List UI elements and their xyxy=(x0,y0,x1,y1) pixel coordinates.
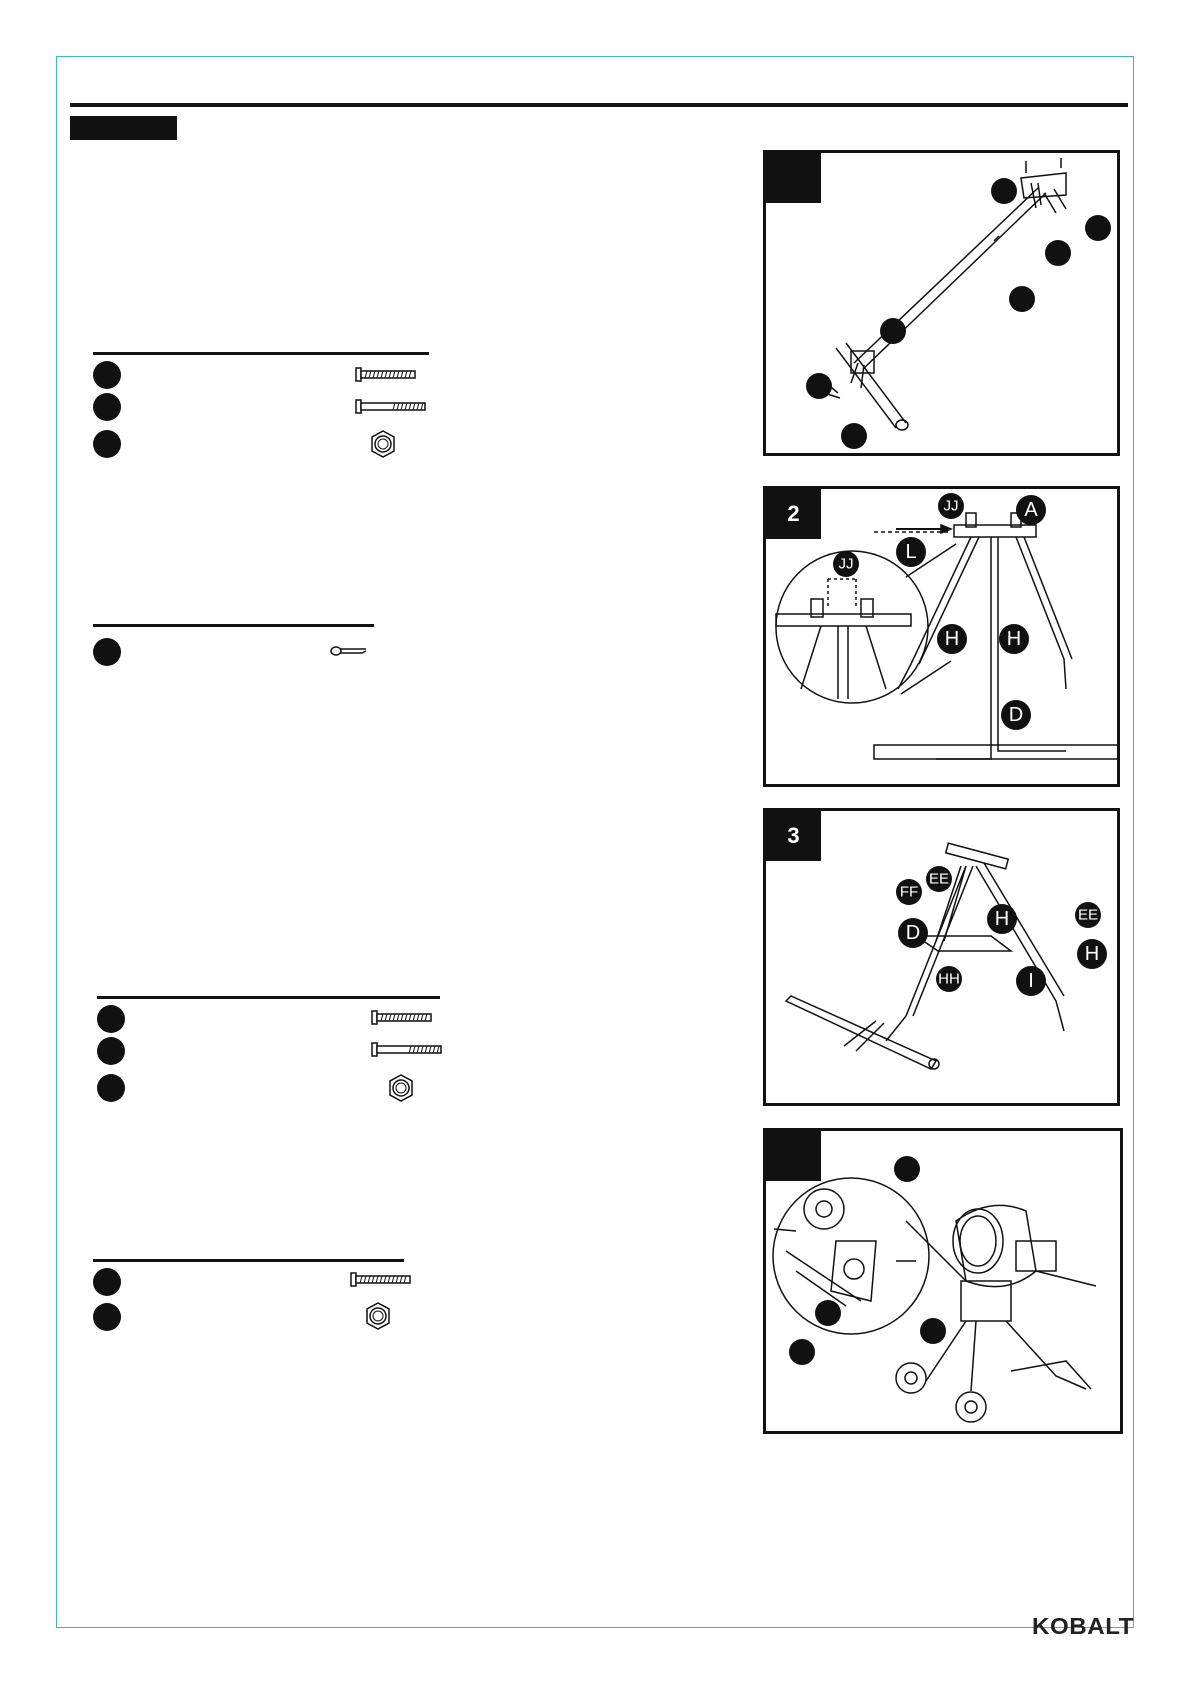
bolt-long-icon xyxy=(371,1042,443,1058)
callout-badge xyxy=(1045,240,1071,266)
figure-step-1 xyxy=(763,150,1120,456)
cotter-pin-icon xyxy=(330,644,370,658)
callout-label: L xyxy=(905,541,917,563)
step-number: 2 xyxy=(766,489,821,539)
brand-logo: KOBALT xyxy=(1032,1613,1134,1639)
hardware-bullet xyxy=(93,430,121,458)
nut-icon xyxy=(368,429,398,459)
hardware-rule-1 xyxy=(93,352,429,355)
callout-badge xyxy=(789,1339,815,1365)
figure-step-2 xyxy=(763,486,1120,787)
callout-label: JJ xyxy=(838,555,854,573)
callout-badge xyxy=(815,1300,841,1326)
mixer-diagram xyxy=(766,1131,1123,1434)
header-rule xyxy=(70,103,1128,107)
callout-label: HH xyxy=(938,970,960,988)
figure-step-3 xyxy=(763,808,1120,1106)
hardware-bullet xyxy=(93,1268,121,1296)
callout-label: H xyxy=(1006,628,1022,650)
hardware-bullet xyxy=(93,393,121,421)
callout-badge xyxy=(1009,286,1035,312)
hardware-bullet xyxy=(93,1303,121,1331)
brace-diagram xyxy=(766,811,1120,1106)
callout-label: FF xyxy=(899,883,919,901)
callout-label: H xyxy=(944,628,960,650)
bolt-short-icon xyxy=(355,367,417,383)
hardware-bullet xyxy=(93,361,121,389)
callout-label: H xyxy=(1084,943,1100,965)
hardware-bullet xyxy=(97,1074,125,1102)
step-number: 3 xyxy=(766,811,821,861)
bolt-short-icon xyxy=(350,1272,412,1288)
callout-label: EE xyxy=(1077,906,1099,924)
callout-label: H xyxy=(994,908,1010,930)
hardware-rule-2 xyxy=(93,624,374,627)
hardware-bullet xyxy=(97,1005,125,1033)
callout-label: D xyxy=(905,922,921,944)
hardware-rule-4 xyxy=(93,1259,404,1262)
bolt-short-icon xyxy=(371,1010,433,1026)
hardware-bullet xyxy=(93,638,121,666)
legs-diagram xyxy=(766,489,1120,787)
callout-label: JJ xyxy=(943,497,959,515)
bolt-long-icon xyxy=(355,399,427,415)
callout-label: D xyxy=(1008,704,1024,726)
callout-badge xyxy=(880,318,906,344)
callout-label: EE xyxy=(928,870,950,888)
hardware-bullet xyxy=(97,1037,125,1065)
callout-badge xyxy=(991,178,1017,204)
callout-label: A xyxy=(1024,499,1038,521)
handle-diagram xyxy=(766,153,1120,456)
callout-badge xyxy=(920,1318,946,1344)
callout-label: I xyxy=(1028,970,1034,992)
nut-icon xyxy=(386,1073,416,1103)
section-tab xyxy=(70,116,177,140)
hardware-rule-3 xyxy=(97,996,440,999)
callout-badge xyxy=(894,1156,920,1182)
callout-badge xyxy=(841,423,867,449)
callout-badge xyxy=(1085,215,1111,241)
nut-icon xyxy=(363,1301,393,1331)
callout-badge xyxy=(806,373,832,399)
figure-step-4 xyxy=(763,1128,1123,1434)
